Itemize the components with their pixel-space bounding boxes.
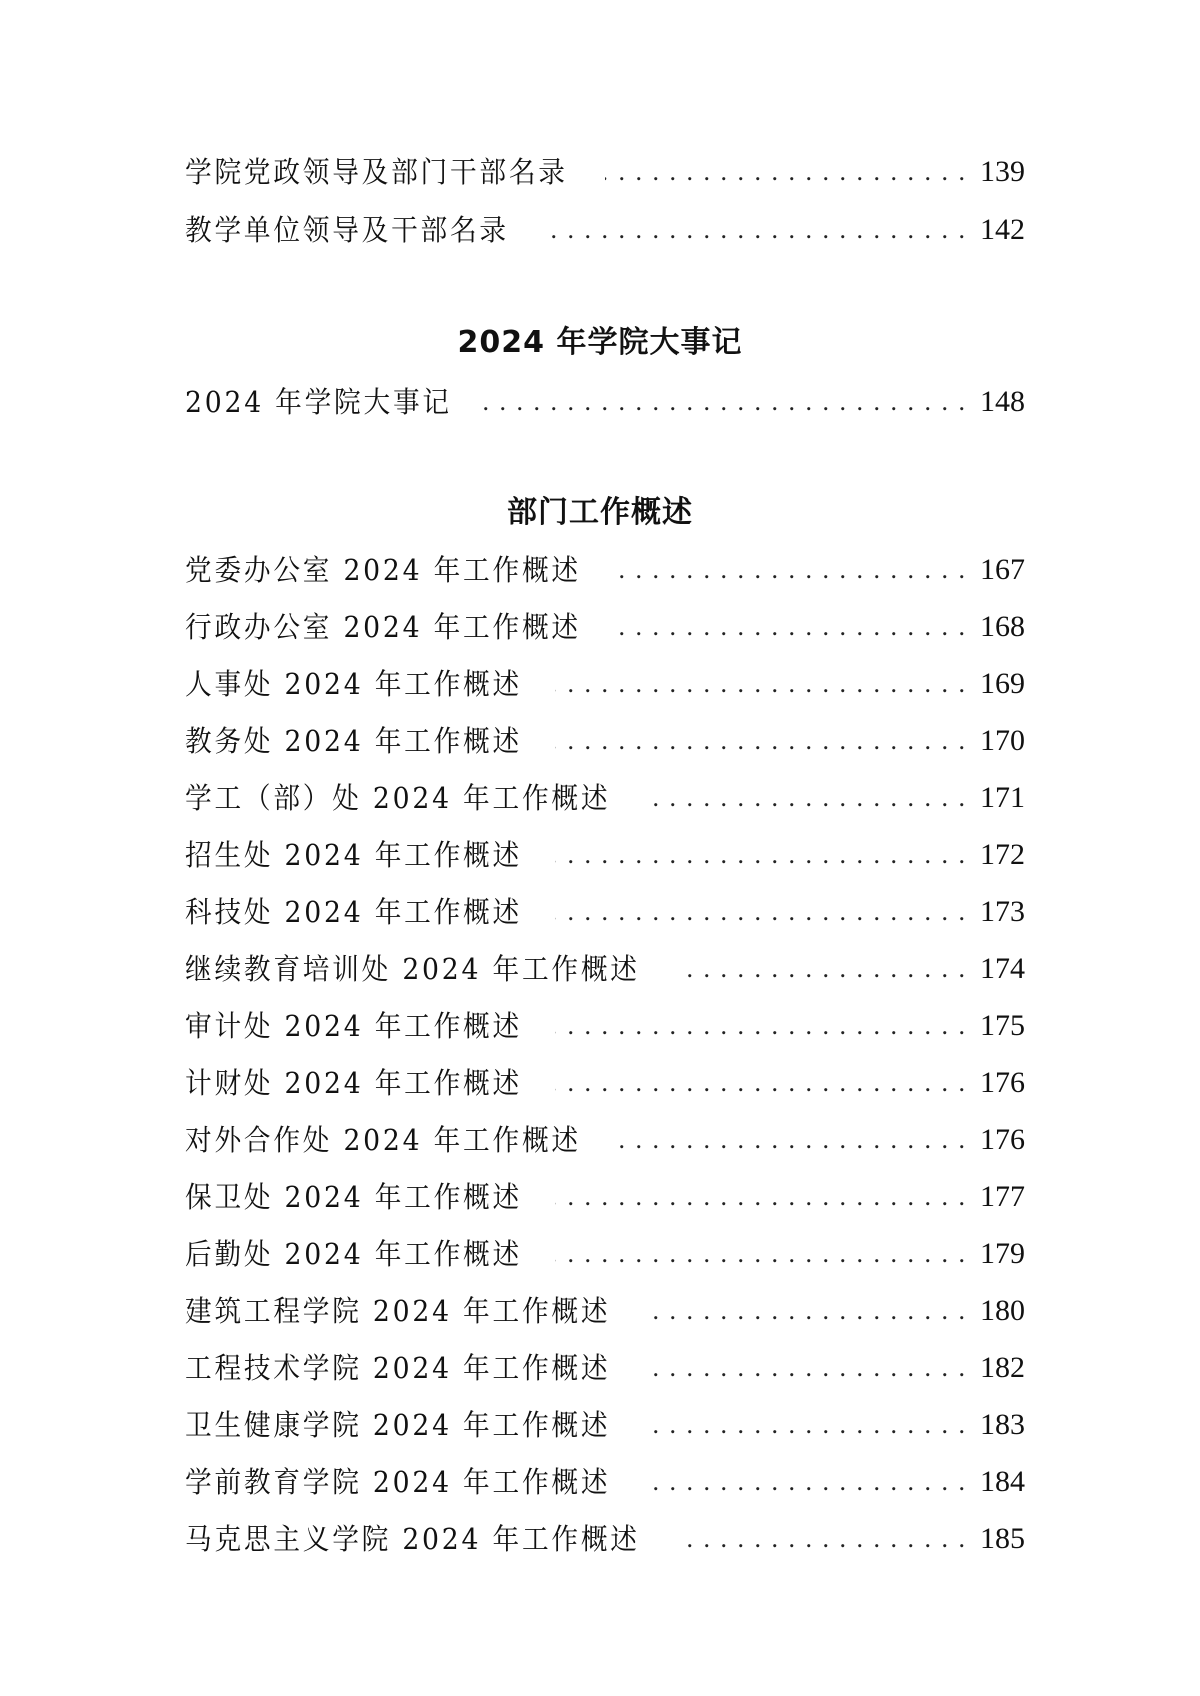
toc-entry[interactable] (185, 1002, 1025, 1050)
toc-entry-title: 计财处 2024 年工作概述 (185, 1066, 522, 1100)
toc-entry-title: 学前教育学院 2024 年工作概述 (185, 1465, 611, 1499)
toc-entry-title: 人事处 2024 年工作概述 (185, 667, 522, 701)
toc-entry-page: 179 (980, 1237, 1025, 1270)
toc-entry-title: 卫生健康学院 2024 年工作概述 (185, 1408, 611, 1442)
toc-entry-page: 183 (980, 1408, 1025, 1441)
dot-leader (555, 660, 967, 708)
toc-entry[interactable] (185, 546, 1025, 594)
toc-entry-title: 建筑工程学院 2024 年工作概述 (185, 1294, 611, 1328)
section-heading-departments: 部门工作概述 (507, 495, 693, 530)
toc-entry-title: 保卫处 2024 年工作概述 (185, 1180, 522, 1214)
toc-entry-title: 继续教育培训处 2024 年工作概述 (185, 952, 640, 986)
dot-leader (683, 945, 967, 993)
toc-entry[interactable] (185, 1059, 1025, 1107)
dot-leader (555, 831, 967, 879)
dot-leader (605, 148, 967, 196)
toc-entry-page: 168 (980, 610, 1025, 643)
toc-entry[interactable] (185, 1116, 1025, 1164)
dot-leader (651, 1287, 967, 1335)
dot-leader (555, 1230, 967, 1278)
toc-entry-page: 180 (980, 1294, 1025, 1327)
toc-entry[interactable] (185, 1458, 1025, 1506)
dot-leader (555, 717, 967, 765)
toc-entry-page: 142 (980, 213, 1025, 246)
toc-entry-title: 审计处 2024 年工作概述 (185, 1009, 522, 1043)
toc-entry[interactable] (185, 1515, 1025, 1563)
toc-entry-page: 170 (980, 724, 1025, 757)
toc-entry[interactable] (185, 660, 1025, 708)
dot-leader (683, 1515, 967, 1563)
toc-entry-page: 148 (980, 385, 1025, 418)
toc-entry-title: 学工（部）处 2024 年工作概述 (185, 781, 611, 815)
toc-entry-page: 176 (980, 1123, 1025, 1156)
dot-leader (619, 546, 967, 594)
toc-entry[interactable] (185, 1401, 1025, 1449)
dot-leader (479, 378, 967, 426)
toc-entry-title: 工程技术学院 2024 年工作概述 (185, 1351, 611, 1385)
dot-leader (541, 206, 967, 254)
toc-entry-title: 教务处 2024 年工作概述 (185, 724, 522, 758)
toc-entry[interactable] (185, 888, 1025, 936)
toc-entry-page: 139 (980, 155, 1025, 188)
toc-entry[interactable] (185, 148, 1025, 196)
dot-leader (555, 1002, 967, 1050)
toc-entry-title: 后勤处 2024 年工作概述 (185, 1237, 522, 1271)
toc-entry-title: 对外合作处 2024 年工作概述 (185, 1123, 581, 1157)
toc-entry-page: 169 (980, 667, 1025, 700)
toc-entry-title: 2024 年学院大事记 (185, 385, 452, 419)
toc-entry[interactable] (185, 774, 1025, 822)
toc-entry-title: 教学单位领导及干部名录 (185, 213, 509, 247)
toc-entry-title: 党委办公室 2024 年工作概述 (185, 553, 581, 587)
toc-entry-title: 行政办公室 2024 年工作概述 (185, 610, 581, 644)
toc-entry-page: 177 (980, 1180, 1025, 1213)
toc-entry[interactable] (185, 206, 1025, 254)
toc-entry-page: 176 (980, 1066, 1025, 1099)
dot-leader (651, 1458, 967, 1506)
dot-leader (555, 888, 967, 936)
toc-entry-page: 173 (980, 895, 1025, 928)
toc-entry[interactable] (185, 831, 1025, 879)
dot-leader (651, 1401, 967, 1449)
toc-entry-page: 167 (980, 553, 1025, 586)
section-heading-events: 2024 年学院大事记 (457, 325, 743, 360)
toc-entry-page: 175 (980, 1009, 1025, 1042)
toc-entry-page: 185 (980, 1522, 1025, 1555)
dot-leader (651, 1344, 967, 1392)
toc-entry-page: 184 (980, 1465, 1025, 1498)
toc-entry[interactable] (185, 1344, 1025, 1392)
toc-entry[interactable] (185, 1173, 1025, 1221)
toc-entry[interactable] (185, 717, 1025, 765)
dot-leader (555, 1173, 967, 1221)
dot-leader (651, 774, 967, 822)
toc-entry[interactable] (185, 1230, 1025, 1278)
toc-entry-title: 科技处 2024 年工作概述 (185, 895, 522, 929)
toc-entry-title: 学院党政领导及部门干部名录 (185, 155, 568, 189)
toc-entry-title: 招生处 2024 年工作概述 (185, 838, 522, 872)
toc-entry-page: 172 (980, 838, 1025, 871)
toc-entry[interactable] (185, 1287, 1025, 1335)
toc-entry-page: 174 (980, 952, 1025, 985)
toc-entry-title: 马克思主义学院 2024 年工作概述 (185, 1522, 640, 1556)
dot-leader (555, 1059, 967, 1107)
dot-leader (619, 1116, 967, 1164)
toc-entry-page: 171 (980, 781, 1025, 814)
toc-entry-page: 182 (980, 1351, 1025, 1384)
toc-entry[interactable] (185, 603, 1025, 651)
toc-entry[interactable] (185, 378, 1025, 426)
toc-entry[interactable] (185, 945, 1025, 993)
dot-leader (619, 603, 967, 651)
